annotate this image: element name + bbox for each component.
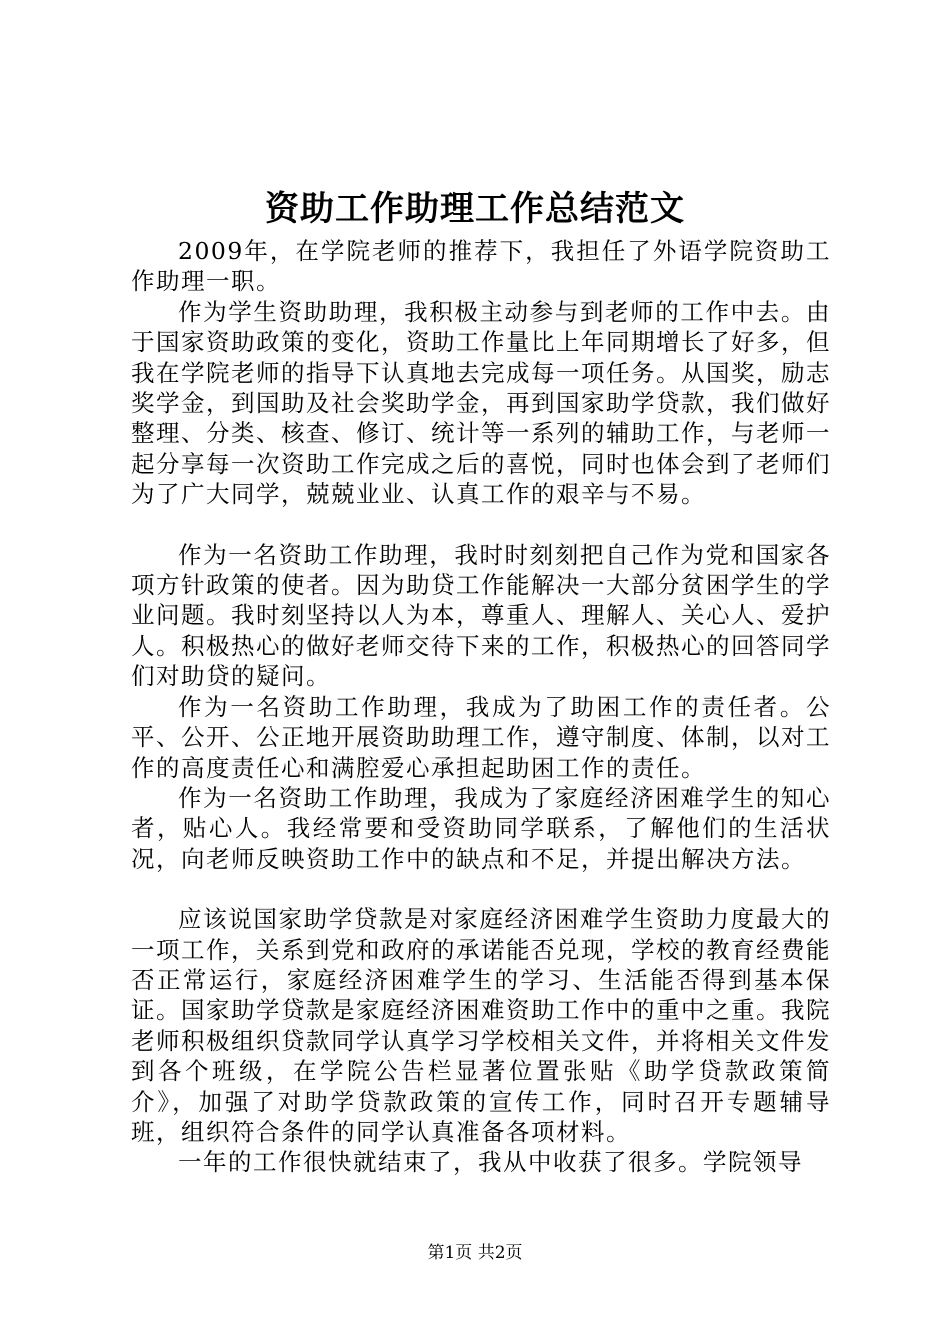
- page-footer: 第1页 共2页: [427, 1243, 523, 1263]
- paragraph-5: 作为一名资助工作助理，我成为了家庭经济困难学生的知心者，贴心人。我经常要和受资助同学联系，了解他们的生活状况，向老师反映资助工作中的缺点和不足，并提出解决方法。: [131, 783, 831, 873]
- paragraph-6: 应该说国家助学贷款是对家庭经济困难学生资助力度最大的一项工作，关系到党和政府的承诺能否兑现，学校的教育经费能否正常运行，家庭经济困难学生的学习、生活能否得到基本保证。国家助学贷款是家庭经济困难资助工作中的重中之重。我院老师积极组织贷款同学认真学习学校相关文件，并将相关文件发到各个班级，在学院公告栏显著位置张贴《助学贷款政策简介》，加强了对助学贷款政策的宣传工作，同时召开专题辅导班，组织符合条件的同学认真准备各项材料。: [131, 905, 831, 1146]
- paragraph-3: 作为一名资助工作助理，我时时刻刻把自己作为党和国家各项方针政策的使者。因为助贷工作能解决一大部分贫困学生的学业问题。我时刻坚持以人为本，尊重人、理解人、关心人、爱护人。积极热心的做好老师交待下来的工作，积极热心的回答同学们对助贷的疑问。: [131, 540, 831, 691]
- paragraph-1: 2009年，在学院老师的推荐下，我担任了外语学院资助工作助理一职。: [131, 237, 831, 296]
- paragraph-4: 作为一名资助工作助理，我成为了助困工作的责任者。公平、公开、公正地开展资助助理工作，遵守制度、体制，以对工作的高度责任心和满腔爱心承担起助困工作的责任。: [131, 692, 831, 782]
- document-body: [131, 236, 831, 1178]
- document-title: 资助工作助理工作总结范文: [265, 189, 685, 229]
- paragraph-7: 一年的工作很快就结束了，我从中收获了很多。学院领导: [178, 1148, 803, 1177]
- paragraph-2: 作为学生资助助理，我积极主动参与到老师的工作中去。由于国家资助政策的变化，资助工作量比上年同期增长了好多，但我在学院老师的指导下认真地去完成每一项任务。从国奖，励志奖学金，到国助及社会奖助学金，再到国家助学贷款，我们做好整理、分类、核查、修订、统计等一系列的辅助工作，与老师一起分享每一次资助工作完成之后的喜悦，同时也体会到了老师们为了广大同学，兢兢业业、认真工作的艰辛与不易。: [131, 297, 831, 509]
